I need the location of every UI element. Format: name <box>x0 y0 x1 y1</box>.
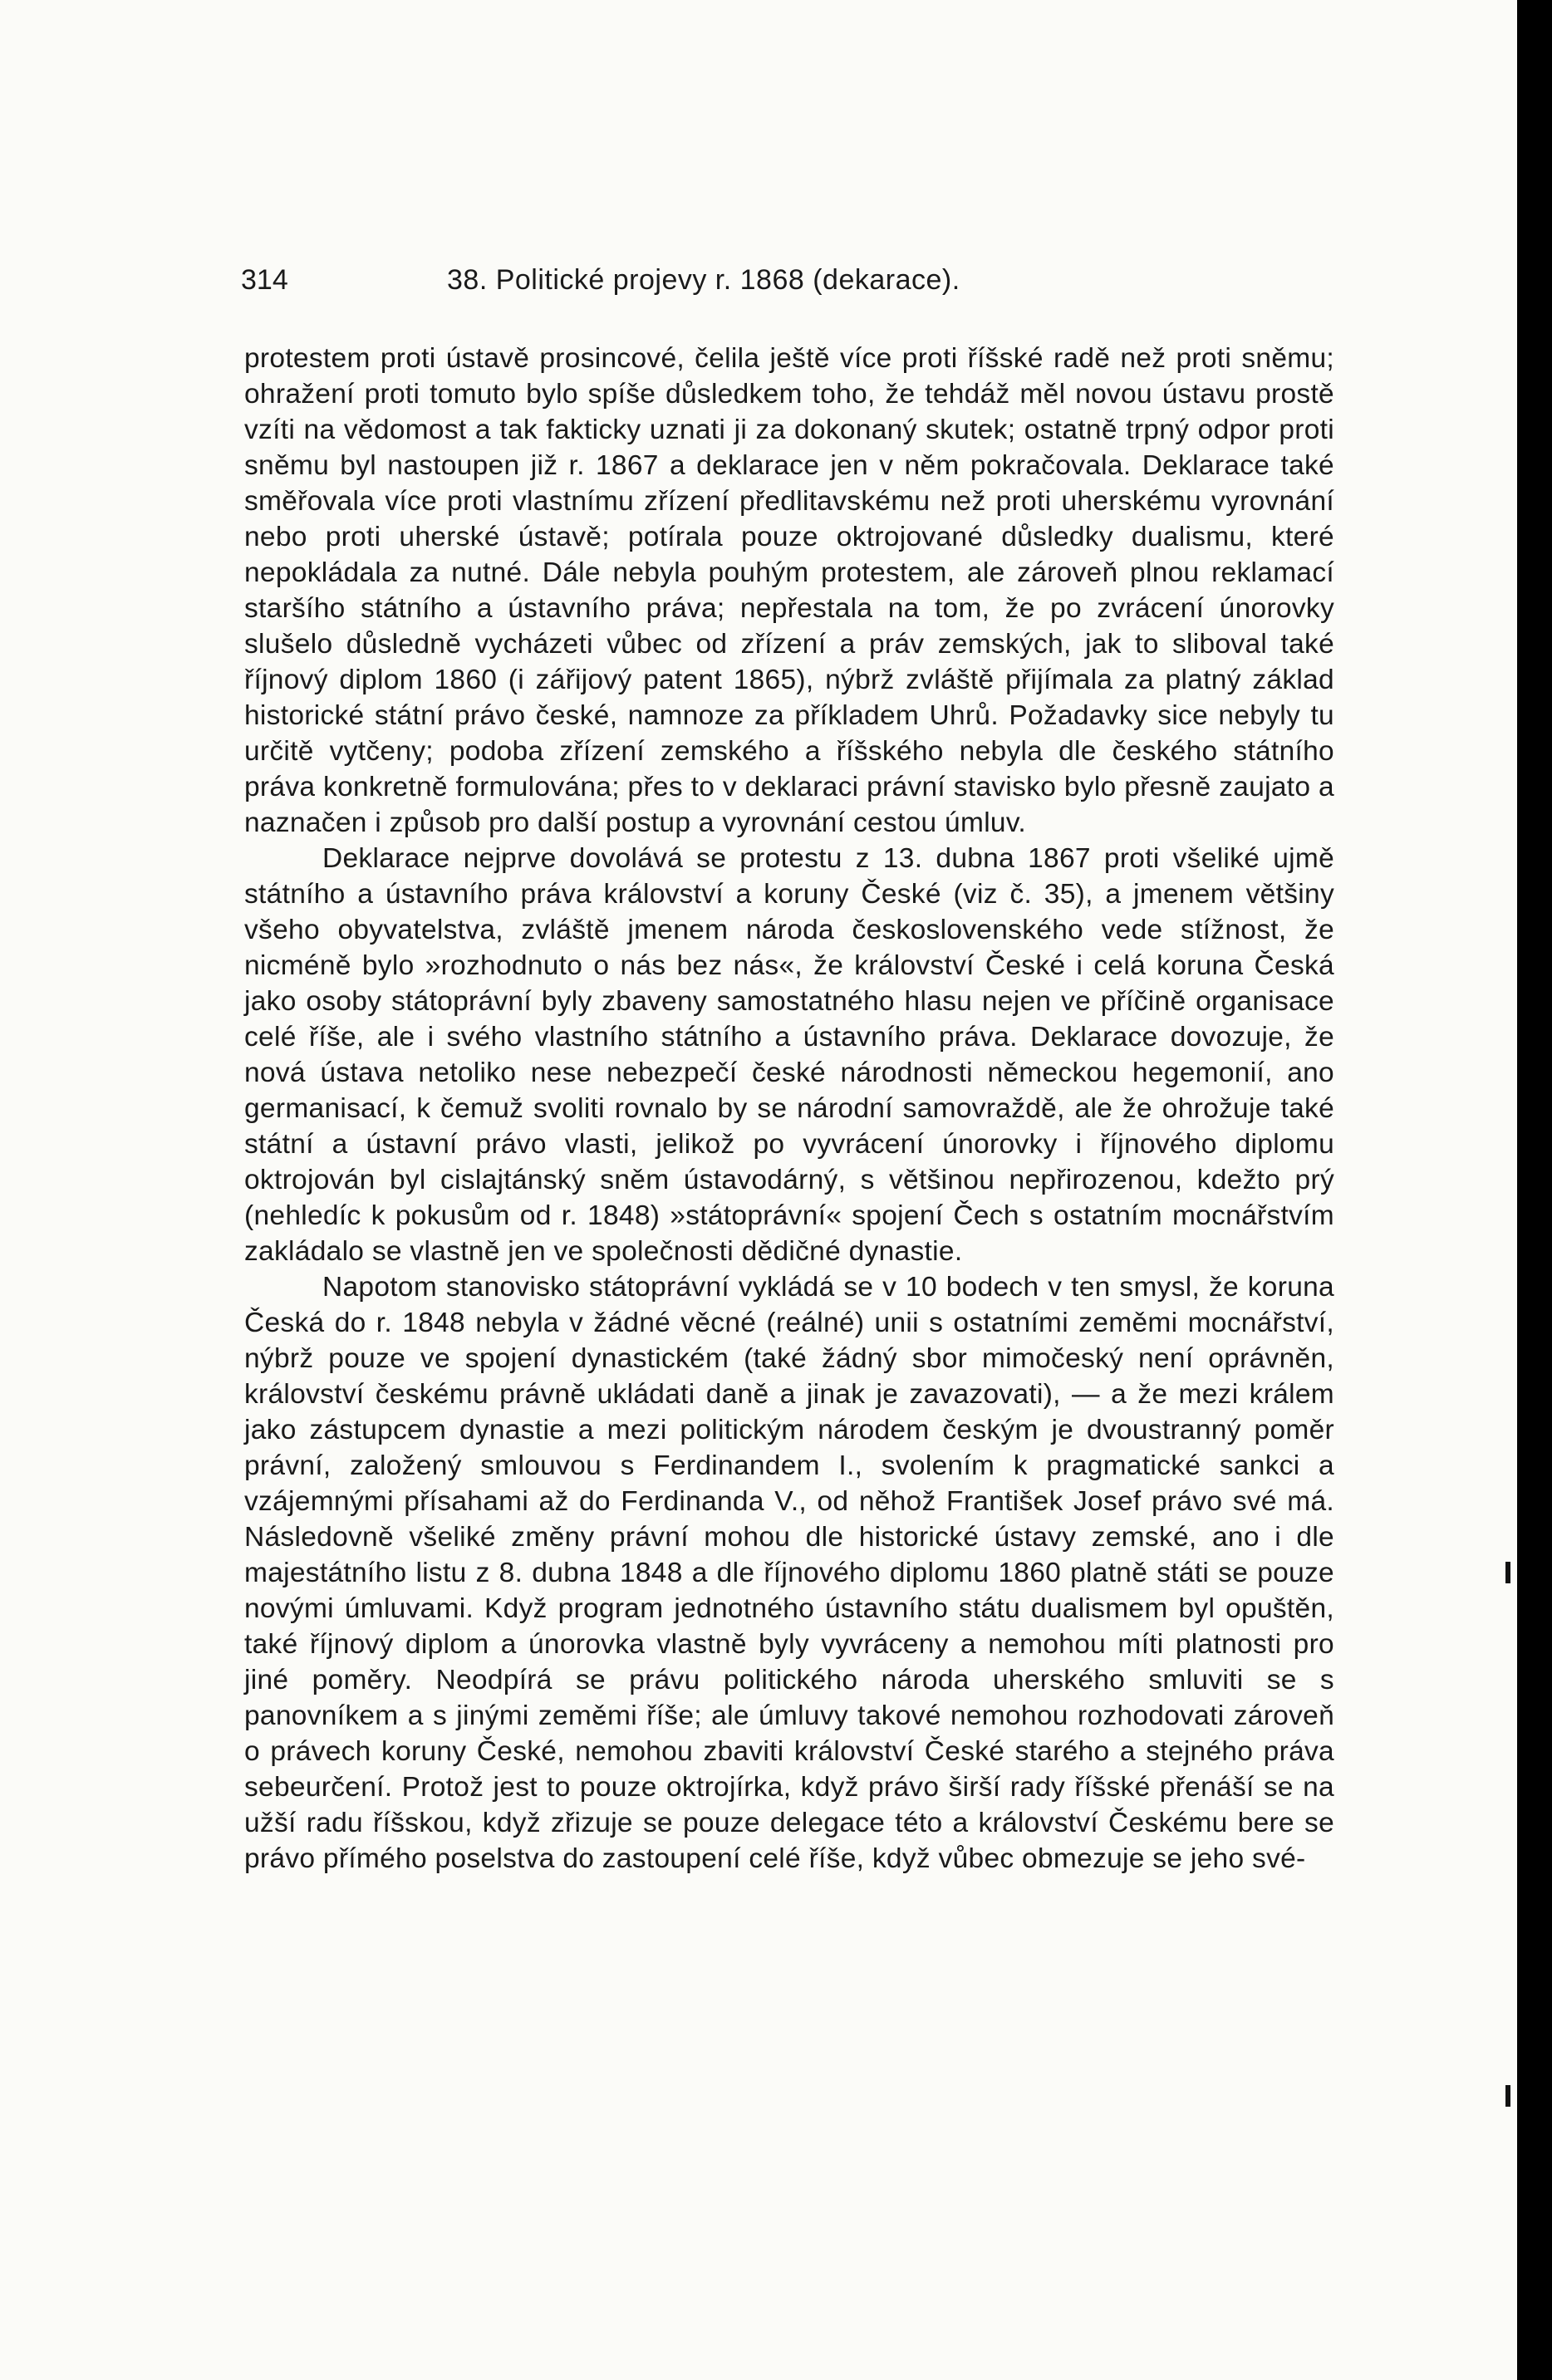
running-title: 38. Politické projevy r. 1868 (dekarace). <box>447 264 960 296</box>
binding-mark <box>1505 2085 1510 2107</box>
binding-mark <box>1505 1562 1510 1583</box>
paragraph: Deklarace nejprve dovolává se protestu z 13. dubna 1867 proti všeliké ujmě státního a ústavního práva království a koruny České (viz č. 35), a jmenem většiny všeho obyvatelstva, zvláště jmenem národa československého vede stížnost, že nicméně bylo »rozhodnuto o nás bez nás«, že království České i celá koruna Česká jako osoby státoprávní byly zbaveny samostatného hlasu nejen ve příčině organisace celé říše, ale i svého vlastního státního a ústavního práva. Deklarace dovozuje, že nová ústava netoliko nese nebezpečí české národnosti německou hegemonií, ano germanisací, k čemuž svoliti rovnalo by se národní samovraždě, ale že ohrožuje také státní a ústavní právo vlasti, jelikož po vyvrácení únorovky i říjnového diplomu oktrojován byl cislajtánský sněm ústavodárný, s většinou nepřirozenou, kdežto prý (nehledíc k pokusům od r. 1848) »státoprávní« spojení Čech s ostatním mocnářstvím zakládalo se vlastně jen ve společnosti dědičné dynastie. <box>244 843 1334 1267</box>
paragraph: protestem proti ústavě prosincové, čelila ještě více proti říšské radě než proti sněmu; ohražení proti tomuto bylo spíše důsledkem toho, že tehdáž měl novou ústavu prostě vzíti na vědomost a tak fakticky uznati ji za dokonaný skutek; ostatně trpný odpor proti sněmu byl nastoupen již r. 1867 a deklarace jen v něm pokračovala. Deklarace také směřovala více proti vlastnímu zřízení předlitavskému než proti uherskému vyrovnání nebo proti uherské ústavě; potírala pouze oktrojované důsledky dualismu, které nepokládala za nutné. Dále nebyla pouhým protestem, ale zároveň plnou reklamací staršího státního a ústavního práva; nepřestala na tom, že po zvrácení únorovky slušelo důsledně vycházeti vůbec od zřízení a práv zemských, jak to sliboval také říjnový diplom 1860 (i zářijový patent 1865), nýbrž zvláště přijímala za platný základ historické státní právo české, namnoze za příkladem Uhrů. Požadavky sice nebyly tu určitě vytčeny; podoba zřízení zemského a říšského nebyla dle českého státního práva konkretně formulována; přes to v deklaraci právní stavisko bylo přesně zaujato a naznačen i způsob pro další postup a vyrovnání cestou úmluv. <box>244 343 1334 838</box>
paragraph: Napotom stanovisko státoprávní vykládá se v 10 bodech v ten smysl, že koruna Česká do r. 1848 nebyla v žádné věcné (reálné) unii s ostatními zeměmi mocnářství, nýbrž pouze ve spojení dynastickém (také žádný sbor mimočeský není oprávněn, království českému právně ukládati daně a jinak je zavazovati), — a že mezi králem jako zástupcem dynastie a mezi politickým národem českým je dvoustranný poměr právní, založený smlouvou s Ferdinandem I., svolením k pragmatické sankci a vzájemnými přísahami až do Ferdinanda V., od něhož František Josef právo své má. Následovně všeliké změny právní mohou dle historické ústavy zemské, ano i dle majestátního listu z 8. dubna 1848 a dle říjnového diplomu 1860 platně státi se pouze novými úmluvami. Když program jednotného ústavního státu dualismem byl opuštěn, také říjnový diplom a únorovka vlastně byly vyvráceny a nemohou míti platnosti pro jiné poměry. Neodpírá se právu politického národa uherského smluviti se s panovníkem a s jinými zeměmi říše; ale úmluvy takové nemohou rozhodovati zároveň o právech koruny České, nemohou zbaviti království České starého a stejného práva sebeurčení. Protož jest to pouze oktrojírka, když právo širší rady říšské přenáší se na užší radu říšskou, když zřizuje se pouze delegace této a království Českému bere se právo přímého poselstva do zastoupení celé říše, když vůbec obmezuje se jeho své- <box>244 1272 1334 1874</box>
body-text <box>244 341 1334 1877</box>
page-number: 314 <box>241 264 288 296</box>
page-header <box>241 264 1329 306</box>
